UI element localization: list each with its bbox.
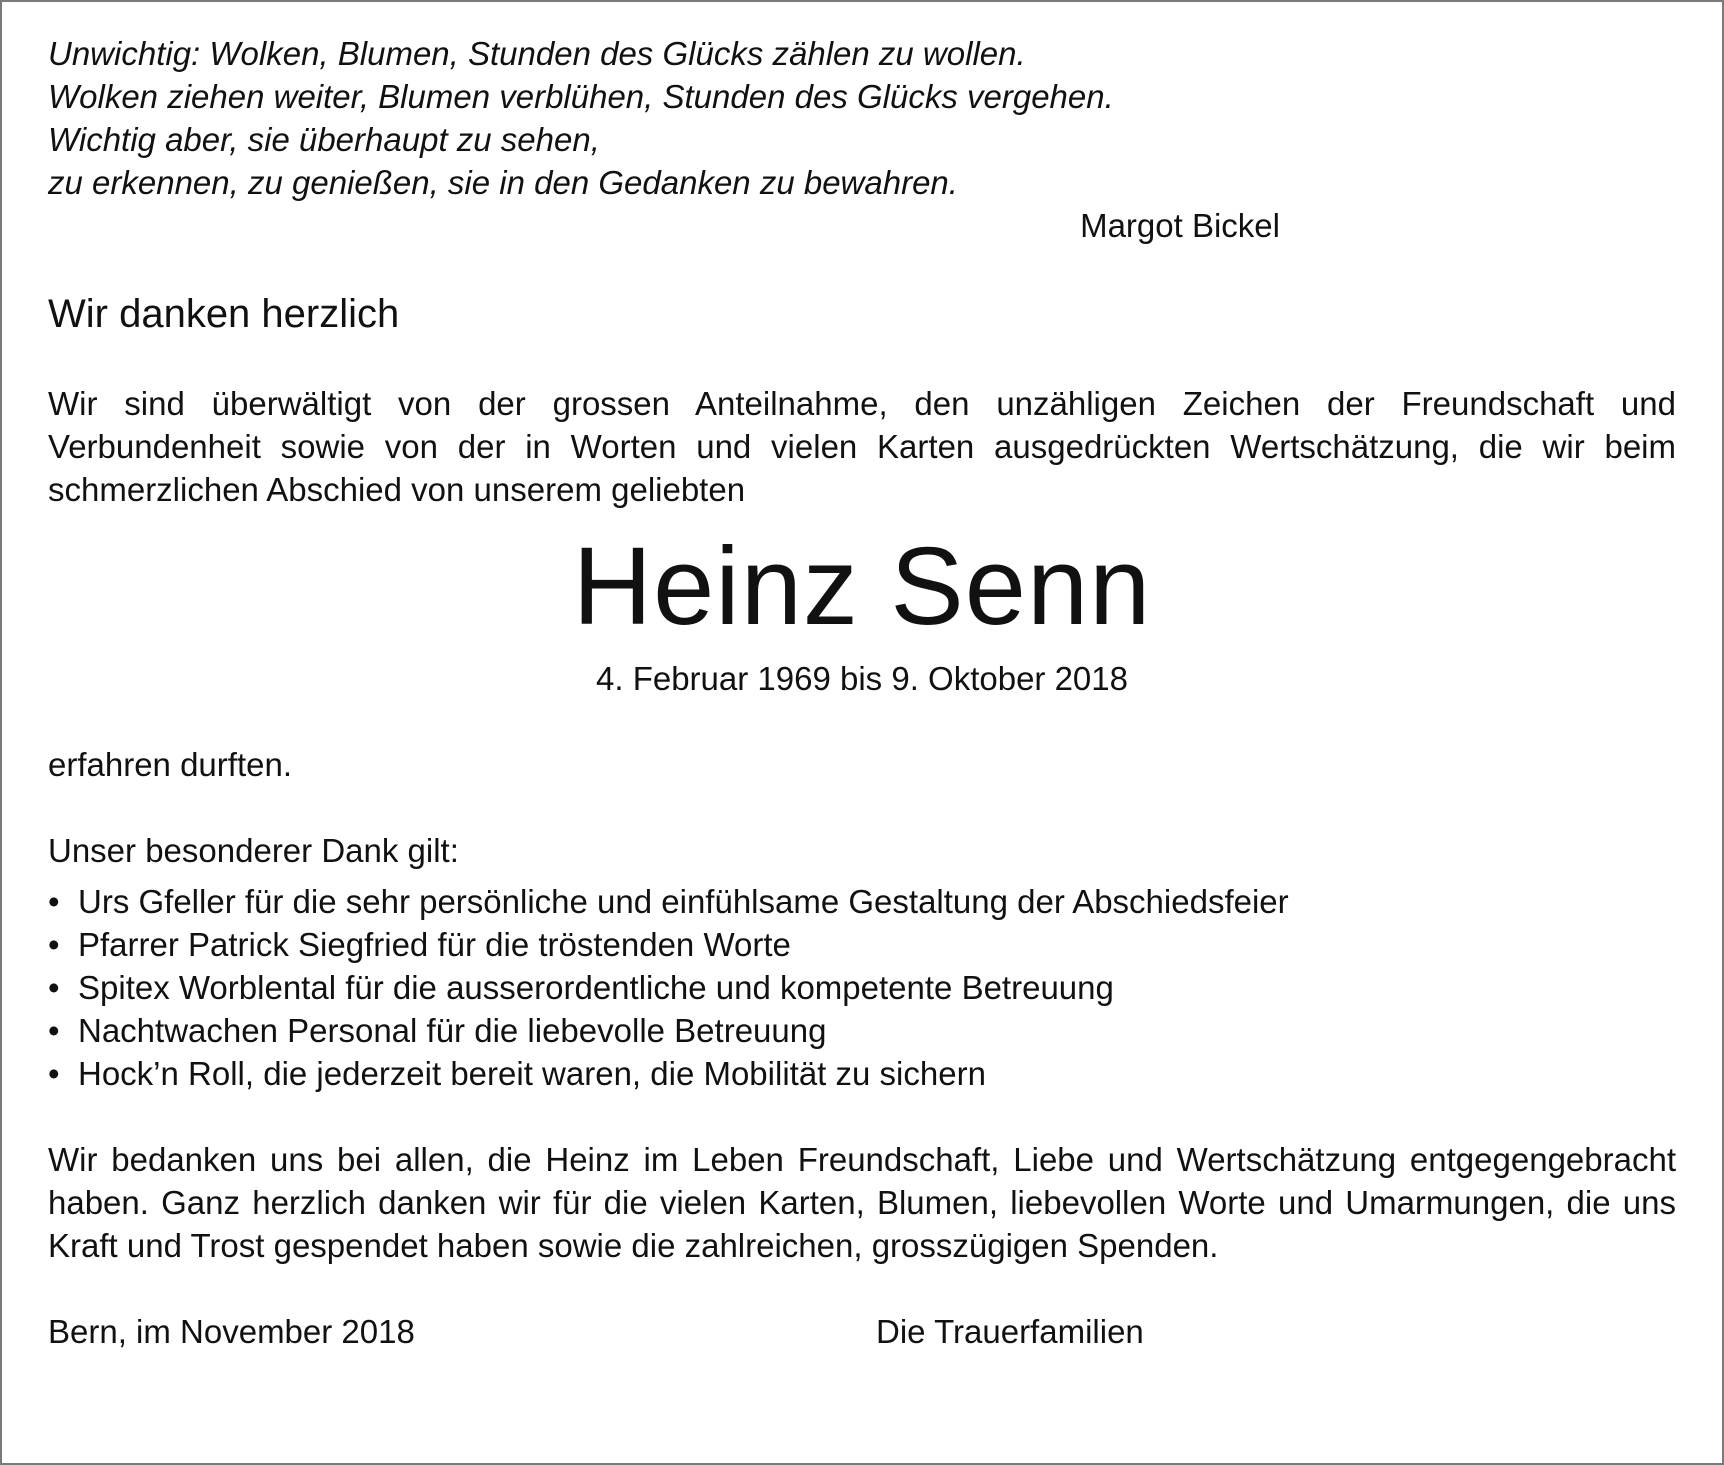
list-item bbox=[48, 923, 1676, 966]
special-thanks-intro: Unser besonderer Dank gilt: bbox=[48, 832, 459, 869]
list-item bbox=[48, 1052, 1676, 1095]
life-dates: 4. Februar 1969 bis 9. Oktober 2018 bbox=[596, 660, 1128, 697]
thanks-list bbox=[48, 880, 1676, 1095]
thanks-heading: Wir danken herzlich bbox=[48, 292, 400, 336]
announcement-content bbox=[48, 32, 1676, 1353]
after-name-text: erfahren durften. bbox=[48, 746, 292, 783]
poem-line: zu erkennen, zu genießen, sie in den Gedanken zu bewahren. bbox=[48, 164, 958, 201]
poem-line: Wolken ziehen weiter, Blumen verblühen, Stunden des Glücks vergehen. bbox=[48, 78, 1114, 115]
signature: Die Trauerfamilien bbox=[876, 1313, 1144, 1350]
bullet: • bbox=[48, 883, 60, 920]
list-item bbox=[48, 966, 1676, 1009]
list-item-text: Spitex Worblental für die ausserordentliche und kompetente Betreuung bbox=[78, 969, 1114, 1006]
poem-line: Wichtig aber, sie überhaupt zu sehen, bbox=[48, 121, 600, 158]
list-item bbox=[48, 880, 1676, 923]
footer bbox=[48, 1310, 1676, 1353]
intro-paragraph: Wir sind überwältigt von der grossen Anteilnahme, den unzähligen Zeichen der Freundschaft und Verbundenheit sowie von der in Worten und vielen Karten ausgedrückten Wertschätzung, die wir beim schmerzlichen Abschied von unserem geliebten bbox=[48, 385, 1676, 508]
list-item bbox=[48, 1009, 1676, 1052]
closing-paragraph: Wir bedanken uns bei allen, die Heinz im Leben Freundschaft, Liebe und Wertschätzung entgegengebracht haben. Ganz herzlich danken wir für die vielen Karten, Blumen, liebevollen Worte und Umarmungen, die uns Kraft und Trost gespendet haben sowie die zahlreichen, grosszügigen Spenden. bbox=[48, 1141, 1676, 1264]
list-item-text: Hock’n Roll, die jederzeit bereit waren, die Mobilität zu sichern bbox=[78, 1055, 986, 1092]
poem-author: Margot Bickel bbox=[1080, 207, 1280, 244]
list-item-text: Pfarrer Patrick Siegfried für die tröstenden Worte bbox=[78, 926, 791, 963]
poem-line: Unwichtig: Wolken, Blumen, Stunden des Glücks zählen zu wollen. bbox=[48, 35, 1026, 72]
place-date: Bern, im November 2018 bbox=[48, 1313, 415, 1350]
bullet: • bbox=[48, 1012, 60, 1049]
list-item-text: Urs Gfeller für die sehr persönliche und einfühlsame Gestaltung der Abschiedsfeier bbox=[78, 883, 1289, 920]
bullet: • bbox=[48, 1055, 60, 1092]
list-item-text: Nachtwachen Personal für die liebevolle Betreuung bbox=[78, 1012, 827, 1049]
bullet: • bbox=[48, 969, 60, 1006]
deceased-name: Heinz Senn bbox=[572, 525, 1152, 648]
poem bbox=[48, 32, 1676, 204]
bullet: • bbox=[48, 926, 60, 963]
